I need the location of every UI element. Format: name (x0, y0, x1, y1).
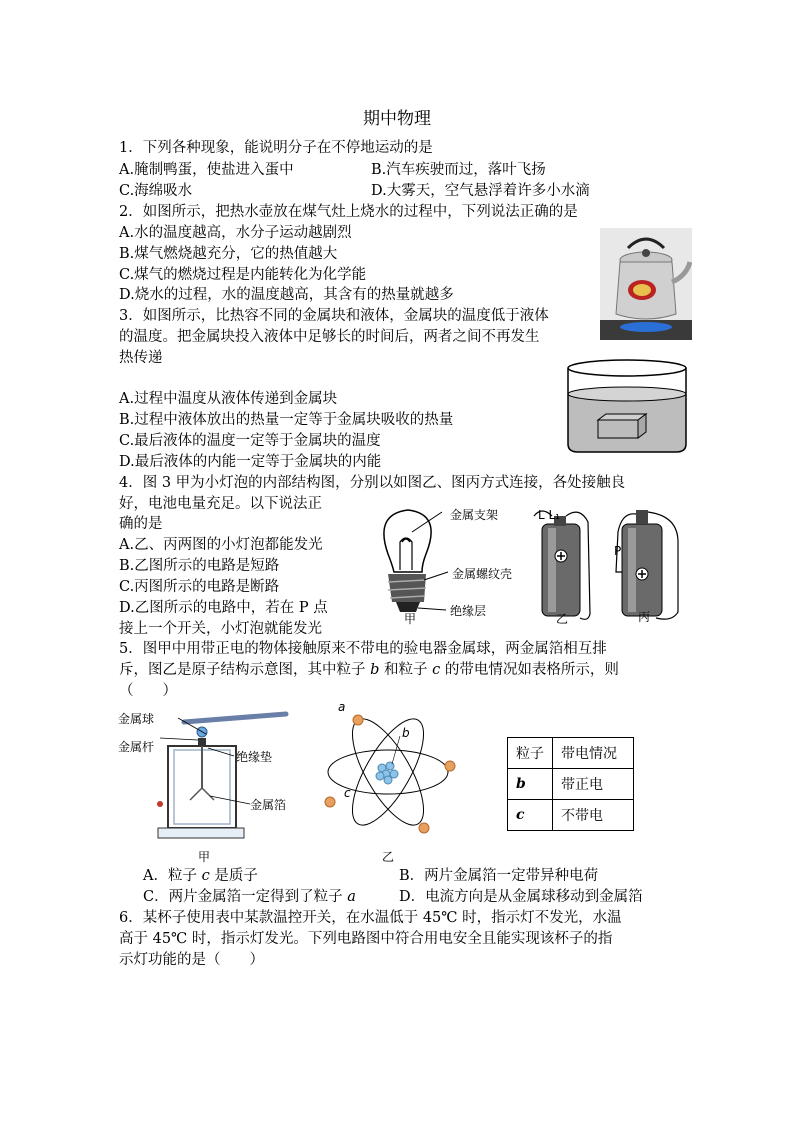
q3-option-a: A.过程中温度从液体传递到金属块 (119, 391, 338, 407)
label-particle-b: b (402, 726, 410, 740)
label-insulation-layer: 绝缘层 (450, 604, 487, 618)
particle-charge-table (507, 737, 634, 831)
q2-option-b: B.煤气燃烧越充分，它的热值越大 (119, 246, 338, 262)
table-header-row (508, 738, 634, 769)
q2-option-d: D.烧水的过程，水的温度越高，其含有的热量就越多 (119, 287, 454, 303)
q5-stem-text-2: 和粒子 (379, 662, 433, 678)
q3-stem-line1: 3．如图所示，比热容不同的金属块和液体，金属块的温度低于液体 (119, 308, 549, 324)
kettle-on-stove-figure (600, 228, 692, 340)
q4-option-d-line1: D.乙图所示的电路中，若在 P 点 (119, 600, 328, 616)
q5-option-b: B．两片金属箔一定带异种电荷 (399, 868, 599, 884)
q5-var-c: c (432, 662, 441, 678)
label-metal-ball: 金属球 (118, 712, 155, 726)
q5-stem-line1: 5．图甲中用带正电的物体接触原来不带电的验电器金属球，两金属箔相互排 (119, 641, 607, 657)
atom-structure-figure (320, 700, 460, 866)
label-metal-foil: 金属箔 (250, 798, 287, 812)
table-cell: 带正电 (553, 769, 634, 800)
q1-option-d: D.大雾天，空气悬浮着许多小水滴 (371, 183, 590, 199)
q2-stem: 2．如图所示，把热水壶放在煤气灶上烧水的过程中，下列说法正确的是 (119, 204, 578, 220)
electroscope-drawing (118, 704, 308, 866)
table-cell: 不带电 (553, 800, 634, 831)
table-cell: b (508, 769, 553, 800)
q5-option-c-text: C．两片金属箔一定得到了粒子 (143, 889, 348, 905)
q4-option-d-line2: 接上一个开关，小灯泡就能发光 (119, 621, 322, 637)
electroscope-figure (118, 704, 308, 866)
q4-stem-line1: 4．图 3 甲为小灯泡的内部结构图，分别以如图乙、图丙方式连接，各处接触良 (119, 475, 626, 491)
label-insulating-pad: 绝缘垫 (236, 750, 273, 764)
atom-drawing (320, 700, 460, 866)
label-metal-screw-shell: 金属螺纹壳 (452, 567, 513, 581)
q6-stem-line2: 高于 45℃ 时，指示灯发光。下列电路图中符合用电安全且能实现该杯子的指 (119, 931, 613, 947)
q5-stem-text-3: 的带电情况如表格所示，则 (440, 662, 619, 678)
label-bing: 丙 (638, 610, 651, 624)
label-metal-support: 金属支架 (450, 508, 499, 522)
q4-option-c: C.丙图所示的电路是断路 (119, 579, 280, 595)
q5-stem-line3: （ ） (119, 683, 177, 699)
label-l-l1: L L₁ (538, 508, 560, 522)
q3-option-b: B.过程中液体放出的热量一定等于金属块吸收的热量 (119, 412, 454, 428)
page-title: 期中物理 (363, 109, 431, 129)
q5-stem-text-1: 斥，图乙是原子结构示意图，其中粒子 (119, 662, 371, 678)
q1-stem: 1．下列各种现象，能说明分子在不停地运动的是 (119, 140, 433, 156)
q5-option-a-text-2: 是质子 (209, 868, 258, 884)
q5-var-b: b (370, 662, 380, 678)
q5-stem-line2 (119, 660, 619, 680)
beaker-with-metal-block-figure (564, 356, 690, 456)
q1-option-c: C.海绵吸水 (119, 183, 193, 199)
q1-option-a: A.腌制鸭蛋，使盐进入蛋中 (119, 162, 294, 178)
q4-stem-line3: 确的是 (119, 516, 163, 532)
table-row (508, 769, 634, 800)
q5-option-a-var: c (201, 868, 210, 884)
bulb-circuit-figure (366, 502, 684, 628)
table-header-cell: 粒子 (508, 738, 553, 769)
label-jia: 甲 (198, 850, 211, 864)
q3-option-d: D.最后液体的内能一定等于金属块的内能 (119, 454, 382, 470)
q4-option-b: B.乙图所示的电路是短路 (119, 558, 280, 574)
label-yi: 乙 (556, 612, 569, 626)
label-particle-a: a (338, 700, 346, 714)
label-yi: 乙 (382, 850, 395, 864)
q5-option-d: D．电流方向是从金属球移动到金属箔 (399, 889, 643, 905)
q1-option-b: B.汽车疾驶而过，落叶飞扬 (371, 162, 546, 178)
q3-option-c: C.最后液体的温度一定等于金属块的温度 (119, 433, 381, 449)
q5-option-a (143, 866, 258, 886)
q5-option-a-text-1: A．粒子 (143, 868, 202, 884)
q4-stem-line2: 好，电池电量充足。以下说法正 (119, 496, 322, 512)
q3-stem-line2: 的温度。把金属块投入液体中足够长的时间后，两者之间不再发生 (119, 329, 540, 345)
q5-option-c-var: a (347, 889, 356, 905)
q6-stem-line1: 6．某杯子使用表中某款温控开关，在水温低于 45℃ 时，指示灯不发光，水温 (119, 910, 622, 926)
table-row (508, 800, 634, 831)
q5-option-c (143, 887, 356, 907)
label-jia: 甲 (404, 612, 417, 626)
q4-option-a: A.乙、丙两图的小灯泡都能发光 (119, 537, 323, 553)
table-cell: c (508, 800, 553, 831)
q2-option-a: A.水的温度越高，水分子运动越剧烈 (119, 225, 352, 241)
label-particle-c: c (344, 786, 351, 800)
q6-stem-line3: 示灯功能的是（ ） (119, 952, 264, 968)
table-header-cell: 带电情况 (553, 738, 634, 769)
label-point-p: P (614, 544, 622, 558)
q2-option-c: C.煤气的燃烧过程是内能转化为化学能 (119, 267, 367, 283)
label-metal-rod: 金属杆 (118, 740, 155, 754)
q3-stem-line3: 热传递 (119, 350, 163, 366)
